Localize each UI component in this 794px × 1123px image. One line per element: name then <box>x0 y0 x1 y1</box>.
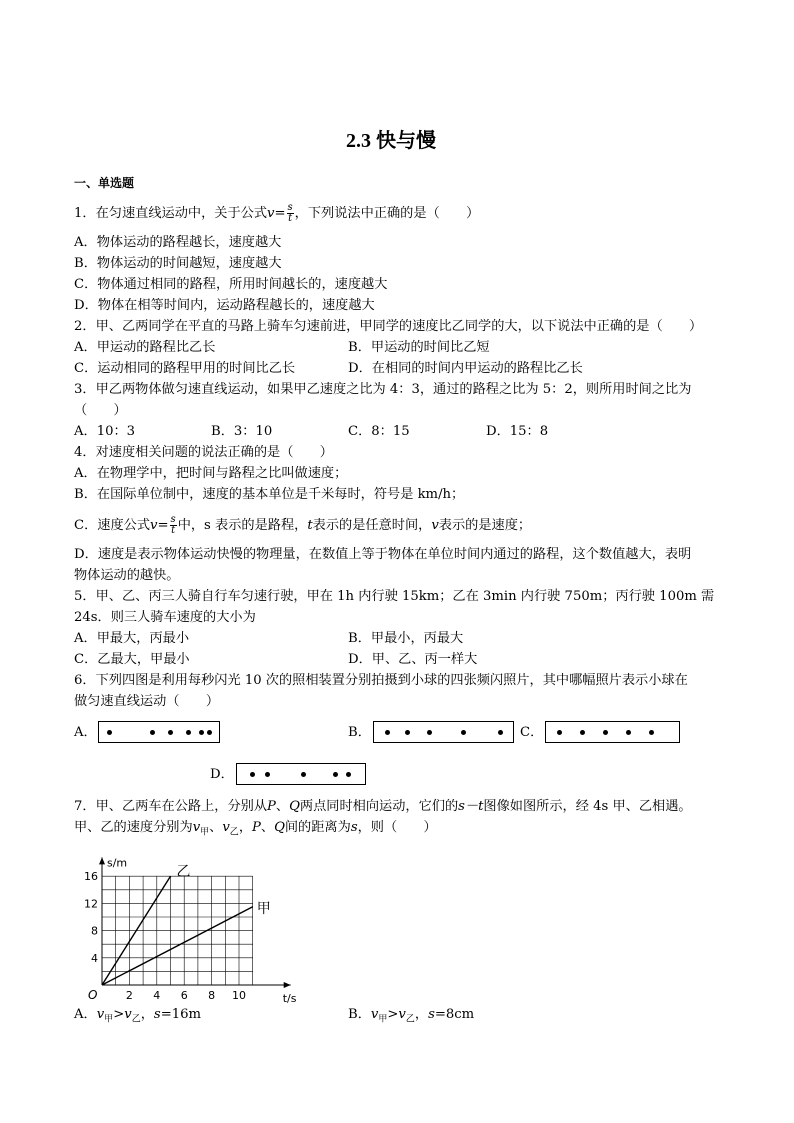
series-label-yi: 乙 <box>176 864 191 881</box>
q7-var-v-jia: v <box>192 820 201 835</box>
q7-text-e: 间的距离为 <box>284 820 351 835</box>
q4-option-d-line1[interactable]: D．速度是表示物体运动快慢的物理量，在数值上等于物体在单位时间内通过的路程，这个数值越大，表明 <box>74 547 692 562</box>
q6-stem-line2: 做匀速直线运动（ ） <box>74 694 220 709</box>
q7b-value: =8cm <box>434 1007 475 1022</box>
x-axis-arrow <box>284 982 291 988</box>
q6-stem-line1: 6．下列四图是利用每秒闪光 10 次的照相装置分别拍摄到小球的四张频闪照片，其中哪幅照片表示小球在 <box>74 673 688 688</box>
q7a-sub2: 乙 <box>131 1014 141 1025</box>
x-tick-label: 2 <box>125 989 133 1002</box>
q5-stem-line1: 5．甲、乙、丙三人骑自行车匀速行驶，甲在 1h 内行驶 15km；乙在 3min 内行驶 750m；丙行驶 100m 需 <box>74 589 715 604</box>
q3-stem-line1: 3．甲乙两物体做匀速直线运动，如果甲乙速度之比为 4：3，通过的路程之比为 5：2，则所用时间之比为 <box>74 382 692 397</box>
q6-label-a[interactable]: A． <box>74 725 97 740</box>
q7a-v1: v <box>96 1007 105 1022</box>
ball-dot <box>301 772 306 777</box>
q7-option-b[interactable] <box>348 1005 474 1030</box>
q7-sub-yi: 乙 <box>229 827 239 838</box>
q4c-fraction <box>170 515 177 536</box>
ball-dot <box>626 730 631 735</box>
q4c-text-a: C．速度公式 <box>74 518 151 533</box>
y-axis-arrow <box>99 857 105 864</box>
q7-st-label: s－t <box>458 799 484 814</box>
q2-option-d[interactable]: D．在相同的时间内甲运动的路程比乙长 <box>348 361 583 376</box>
q7b-label: B． <box>348 1007 371 1022</box>
q1-option-b[interactable]: B．物体运动的时间越短，速度越大 <box>74 256 282 271</box>
series-line-jia <box>102 907 253 985</box>
st-graph <box>70 840 300 1005</box>
q7a-gt: > <box>113 1007 125 1022</box>
q1-var-v: v <box>267 206 275 221</box>
q5-option-b[interactable]: B．甲最小，丙最大 <box>348 631 464 646</box>
q4-option-c[interactable] <box>74 515 531 536</box>
q2-stem: 2．甲、乙两同学在平直的马路上骑车匀速前进，甲同学的速度比乙同学的大，以下说法中正确的是（ ） <box>74 319 703 334</box>
q7b-s: s <box>428 1007 435 1022</box>
q7-point-p: P <box>252 820 261 835</box>
q6-photo-c[interactable] <box>545 721 680 743</box>
ball-dot <box>461 730 466 735</box>
q3-option-d[interactable]: D．15：8 <box>486 424 549 439</box>
q2-option-a[interactable]: A．甲运动的路程比乙长 <box>74 340 216 355</box>
series-label-jia: 甲 <box>256 900 271 917</box>
q6-label-d[interactable]: D． <box>210 767 234 782</box>
q4c-var-t: t <box>307 518 313 533</box>
q1-option-c[interactable]: C．物体通过相同的路程，所用时间越长的，速度越大 <box>74 277 388 292</box>
ball-dot <box>427 730 432 735</box>
q1-stem <box>74 203 479 224</box>
q4c-text-b: 中，s 表示的是路程， <box>177 518 308 533</box>
q7-option-a[interactable] <box>74 1005 201 1030</box>
ball-dot <box>405 730 410 735</box>
ball-dot <box>207 730 212 735</box>
q7b-v2: v <box>398 1007 406 1022</box>
q7a-label: A． <box>74 1007 97 1022</box>
q7-var-v-yi: v <box>222 820 230 835</box>
q7-sep: 、 <box>209 820 223 835</box>
q7b-comma: ， <box>414 1007 429 1022</box>
q3-option-b[interactable]: B．3：10 <box>211 424 273 439</box>
q5-option-a[interactable]: A．甲最大，丙最小 <box>74 631 190 646</box>
q4c-var-v2: v <box>431 518 439 533</box>
ball-dot <box>385 730 390 735</box>
q4c-equals: = <box>157 518 169 533</box>
q7-sub-jia: 甲 <box>200 827 210 838</box>
origin-label: O <box>88 988 98 1002</box>
ball-dot <box>150 730 155 735</box>
q7-point-p: P <box>267 799 276 814</box>
q1-frac-num: s <box>287 202 293 213</box>
q4c-text-c: 表示的是任意时间， <box>312 518 432 533</box>
y-axis-label: s/m <box>107 856 128 870</box>
q7-text-a: 7．甲、乙两车在公路上，分别从 <box>74 799 268 814</box>
q7-stem-line2 <box>74 818 437 843</box>
q7b-gt: > <box>387 1007 399 1022</box>
ball-dot <box>557 730 562 735</box>
ball-dot <box>250 772 255 777</box>
q1-stem-text: 1．在匀速直线运动中，关于公式 <box>74 206 268 221</box>
q7-text-c: 图像如图所示，经 4s 甲、乙相遇。 <box>483 799 692 814</box>
q6-photo-b[interactable] <box>373 721 514 743</box>
q4c-text-d: 表示的是速度； <box>438 518 532 533</box>
q7b-sub2: 乙 <box>405 1014 415 1025</box>
y-tick-label: 8 <box>91 924 98 938</box>
q7a-s: s <box>153 1007 161 1022</box>
q7-text-f: ，则（ ） <box>357 820 437 835</box>
q1-equals: = <box>274 206 286 221</box>
q3-option-c[interactable]: C．8：15 <box>348 424 410 439</box>
q3-stem-line2: （ ） <box>74 403 127 418</box>
q5-option-c[interactable]: C．乙最大，甲最小 <box>74 652 190 667</box>
q1-fraction <box>287 203 294 224</box>
q7-stem-line1 <box>74 797 692 817</box>
ball-dot <box>333 772 338 777</box>
q7a-sub1: 甲 <box>104 1014 114 1025</box>
ball-dot <box>649 730 654 735</box>
q4-option-a[interactable]: A．在物理学中，把时间与路程之比叫做速度； <box>74 466 348 481</box>
q7-sep: 、 <box>275 799 290 814</box>
q4c-frac-den: t <box>171 525 176 536</box>
q2-option-b[interactable]: B．甲运动的时间比乙短 <box>348 340 490 355</box>
ball-dot <box>265 772 270 777</box>
q7-comma: ， <box>238 820 252 835</box>
ball-dot <box>199 730 204 735</box>
q7-sep: 、 <box>260 820 275 835</box>
x-tick-label: 8 <box>208 989 216 1002</box>
q4-option-b[interactable]: B．在国际单位制中，速度的基本单位是千米每时，符号是 km/h； <box>74 487 465 502</box>
q7b-sub1: 甲 <box>378 1014 388 1025</box>
ball-dot <box>580 730 585 735</box>
q4c-frac-num: s <box>170 514 176 525</box>
y-tick-label: 16 <box>84 870 98 884</box>
q7a-v2: v <box>124 1007 132 1022</box>
section-heading: 一、单选题 <box>74 176 135 190</box>
q7-point-q: Q <box>289 799 300 814</box>
y-tick-label: 12 <box>84 897 98 911</box>
q6-photo-d[interactable] <box>236 763 366 785</box>
x-tick-label: 10 <box>232 989 246 1002</box>
q6-label-c[interactable]: C． <box>520 725 544 740</box>
q1-frac-den: t <box>288 213 293 224</box>
q4c-var-v: v <box>150 518 158 533</box>
y-tick-label: 4 <box>91 951 98 965</box>
q6-photo-a[interactable] <box>98 721 220 743</box>
q7-point-q: Q <box>274 820 285 835</box>
ball-dot <box>603 730 608 735</box>
q1-stem-tail: ，下列说法中正确的是（ ） <box>294 206 480 221</box>
q3-option-a[interactable]: A．10：3 <box>74 424 136 439</box>
x-tick-label: 6 <box>180 989 188 1002</box>
page-title: 2.3 快与慢 <box>346 130 436 152</box>
q5-stem-line2: 24s．则三人骑车速度的大小为 <box>74 610 256 625</box>
ball-dot <box>168 730 173 735</box>
ball-dot <box>107 730 112 735</box>
q7-text-d: 甲、乙的速度分别为 <box>74 820 193 835</box>
q7-text-b: 两点同时相向运动，它们的 <box>299 799 459 814</box>
q7-var-s: s <box>350 820 358 835</box>
q7a-comma: ， <box>140 1007 154 1022</box>
q7a-value: =16m <box>160 1007 202 1022</box>
ball-dot <box>346 772 351 777</box>
ball-dot <box>186 730 191 735</box>
x-axis-label: t/s <box>282 992 297 1005</box>
q6-label-b[interactable]: B． <box>348 725 371 740</box>
q1-option-d[interactable]: D．物体在相等时间内，运动路程越长的，速度越大 <box>74 298 375 313</box>
q4-stem: 4．对速度相关问题的说法正确的是（ ） <box>74 445 333 460</box>
q5-option-d[interactable]: D．甲、乙、丙一样大 <box>348 652 478 667</box>
q7b-v1: v <box>370 1007 379 1022</box>
x-tick-label: 4 <box>153 989 161 1002</box>
ball-dot <box>498 730 503 735</box>
q2-option-c[interactable]: C．运动相同的路程甲用的时间比乙长 <box>74 361 296 376</box>
q1-option-a[interactable]: A．物体运动的路程越长，速度越大 <box>74 235 282 250</box>
q4-option-d-line2: 物体运动的越快。 <box>74 568 180 583</box>
